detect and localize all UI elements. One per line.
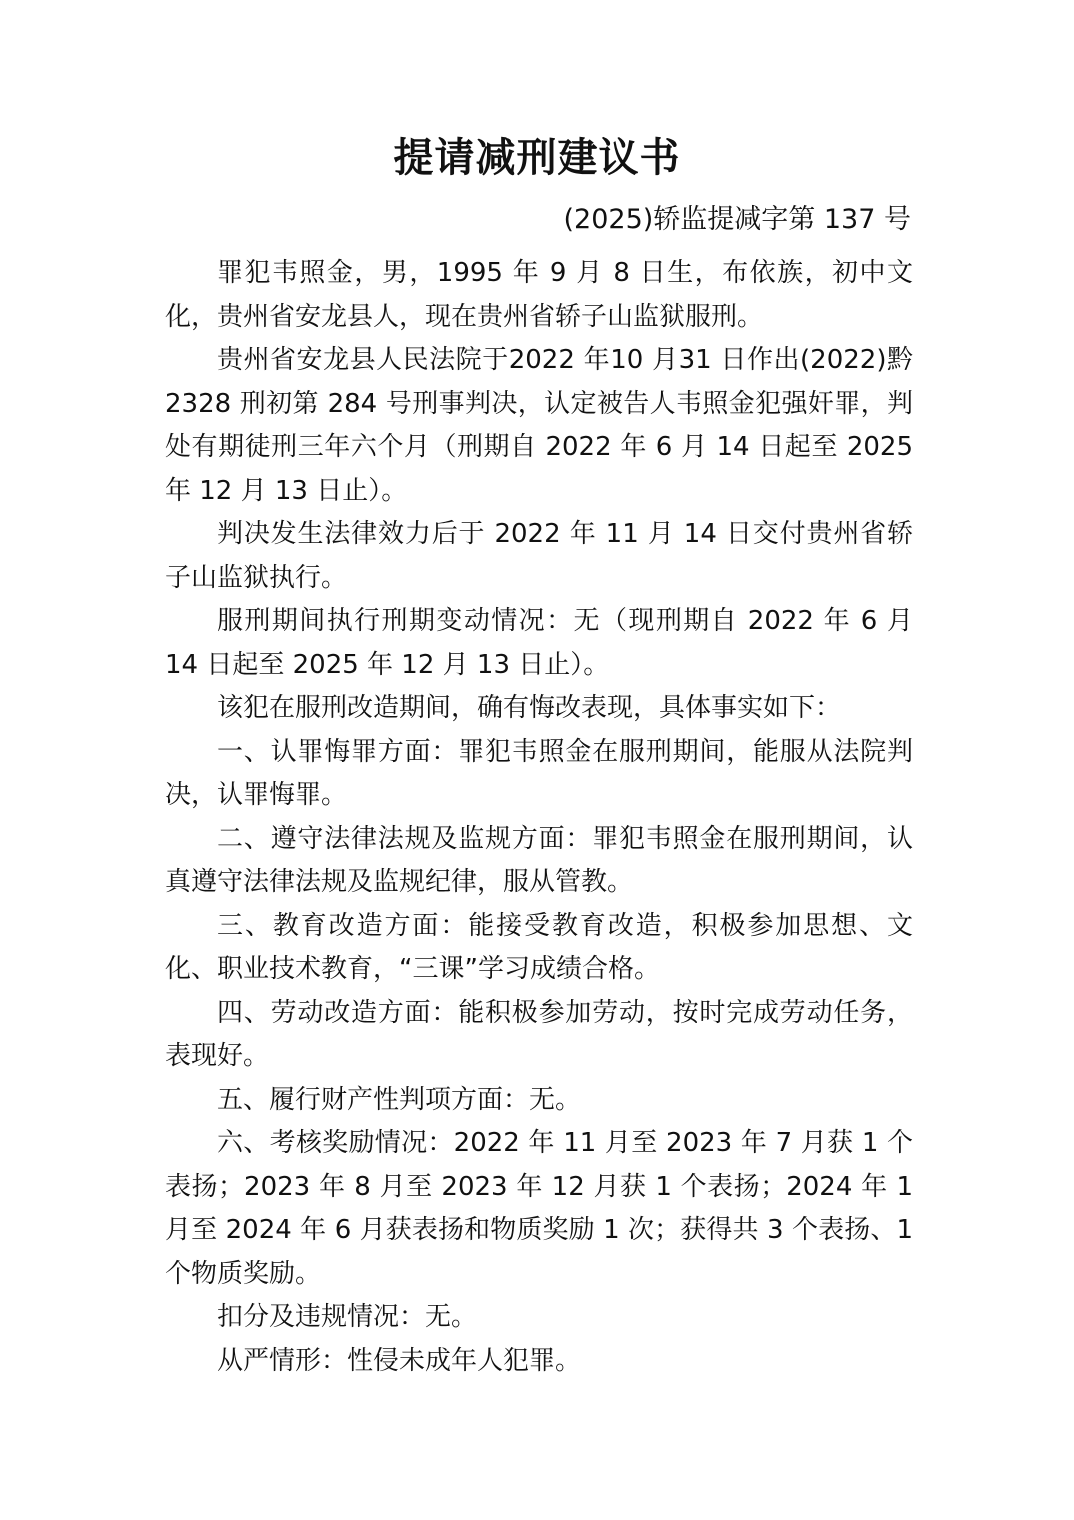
paragraph-item-2: 二、遵守法律法规及监规方面：罪犯韦照金在服刑期间，认真遵守法律法规及监规纪律，服从管教。 — [165, 823, 913, 897]
document-number: (2025)轿监提减字第 137 号 — [563, 204, 911, 235]
paragraph-sentence-change: 服刑期间执行刑期变动情况：无（现刑期自 2022 年 6 月 14 日起至 2025 年 12 月 13 日止）。 — [165, 606, 913, 680]
paragraph-basic-info: 罪犯韦照金，男，1995 年 9 月 8 日生，布依族，初中文化，贵州省安龙县人，现在贵州省轿子山监狱服刑。 — [165, 258, 913, 332]
paragraph-item-4: 四、劳动改造方面：能积极参加劳动，按时完成劳动任务，表现好。 — [165, 997, 913, 1071]
paragraph-item-1: 一、认罪悔罪方面：罪犯韦照金在服刑期间，能服从法院判决，认罪悔罪。 — [165, 736, 913, 810]
document-title: 提请减刑建议书 — [393, 134, 681, 181]
paragraph-item-5: 五、履行财产性判项方面：无。 — [217, 1084, 582, 1115]
paragraph-item-6: 六、考核奖励情况：2022 年 11 月至 2023 年 7 月获 1 个表扬；2023 年 8 月至 2023 年 12 月获 1 个表扬；2024 年 1 月至 2024 年 6 月获表扬和物质奖励 1 次；获得共 3 个表扬、1 个物质奖励。 — [165, 1128, 913, 1289]
document-body — [165, 252, 913, 1383]
paragraph-strict-circumstances: 从严情形：性侵未成年人犯罪。 — [217, 1345, 582, 1376]
paragraph-delivery: 判决发生法律效力后于 2022 年 11 月 14 日交付贵州省轿子山监狱执行。 — [165, 519, 913, 593]
paragraph-judgment: 贵州省安龙县人民法院于2022 年10 月31 日作出(2022)黔 2328 刑初第 284 号刑事判决，认定被告人韦照金犯强奸罪，判处有期徒刑三年六个月（刑期自 2022 年 6 月 14 日起至 2025 年 12 月 13 日止）。 — [165, 345, 913, 506]
paragraph-item-3: 三、教育改造方面：能接受教育改造，积极参加思想、文化、职业技术教育，“三课”学习成绩合格。 — [165, 910, 913, 984]
paragraph-deductions: 扣分及违规情况：无。 — [217, 1302, 478, 1332]
paragraph-repentance-intro: 该犯在服刑改造期间，确有悔改表现，具体事实如下： — [217, 693, 842, 723]
